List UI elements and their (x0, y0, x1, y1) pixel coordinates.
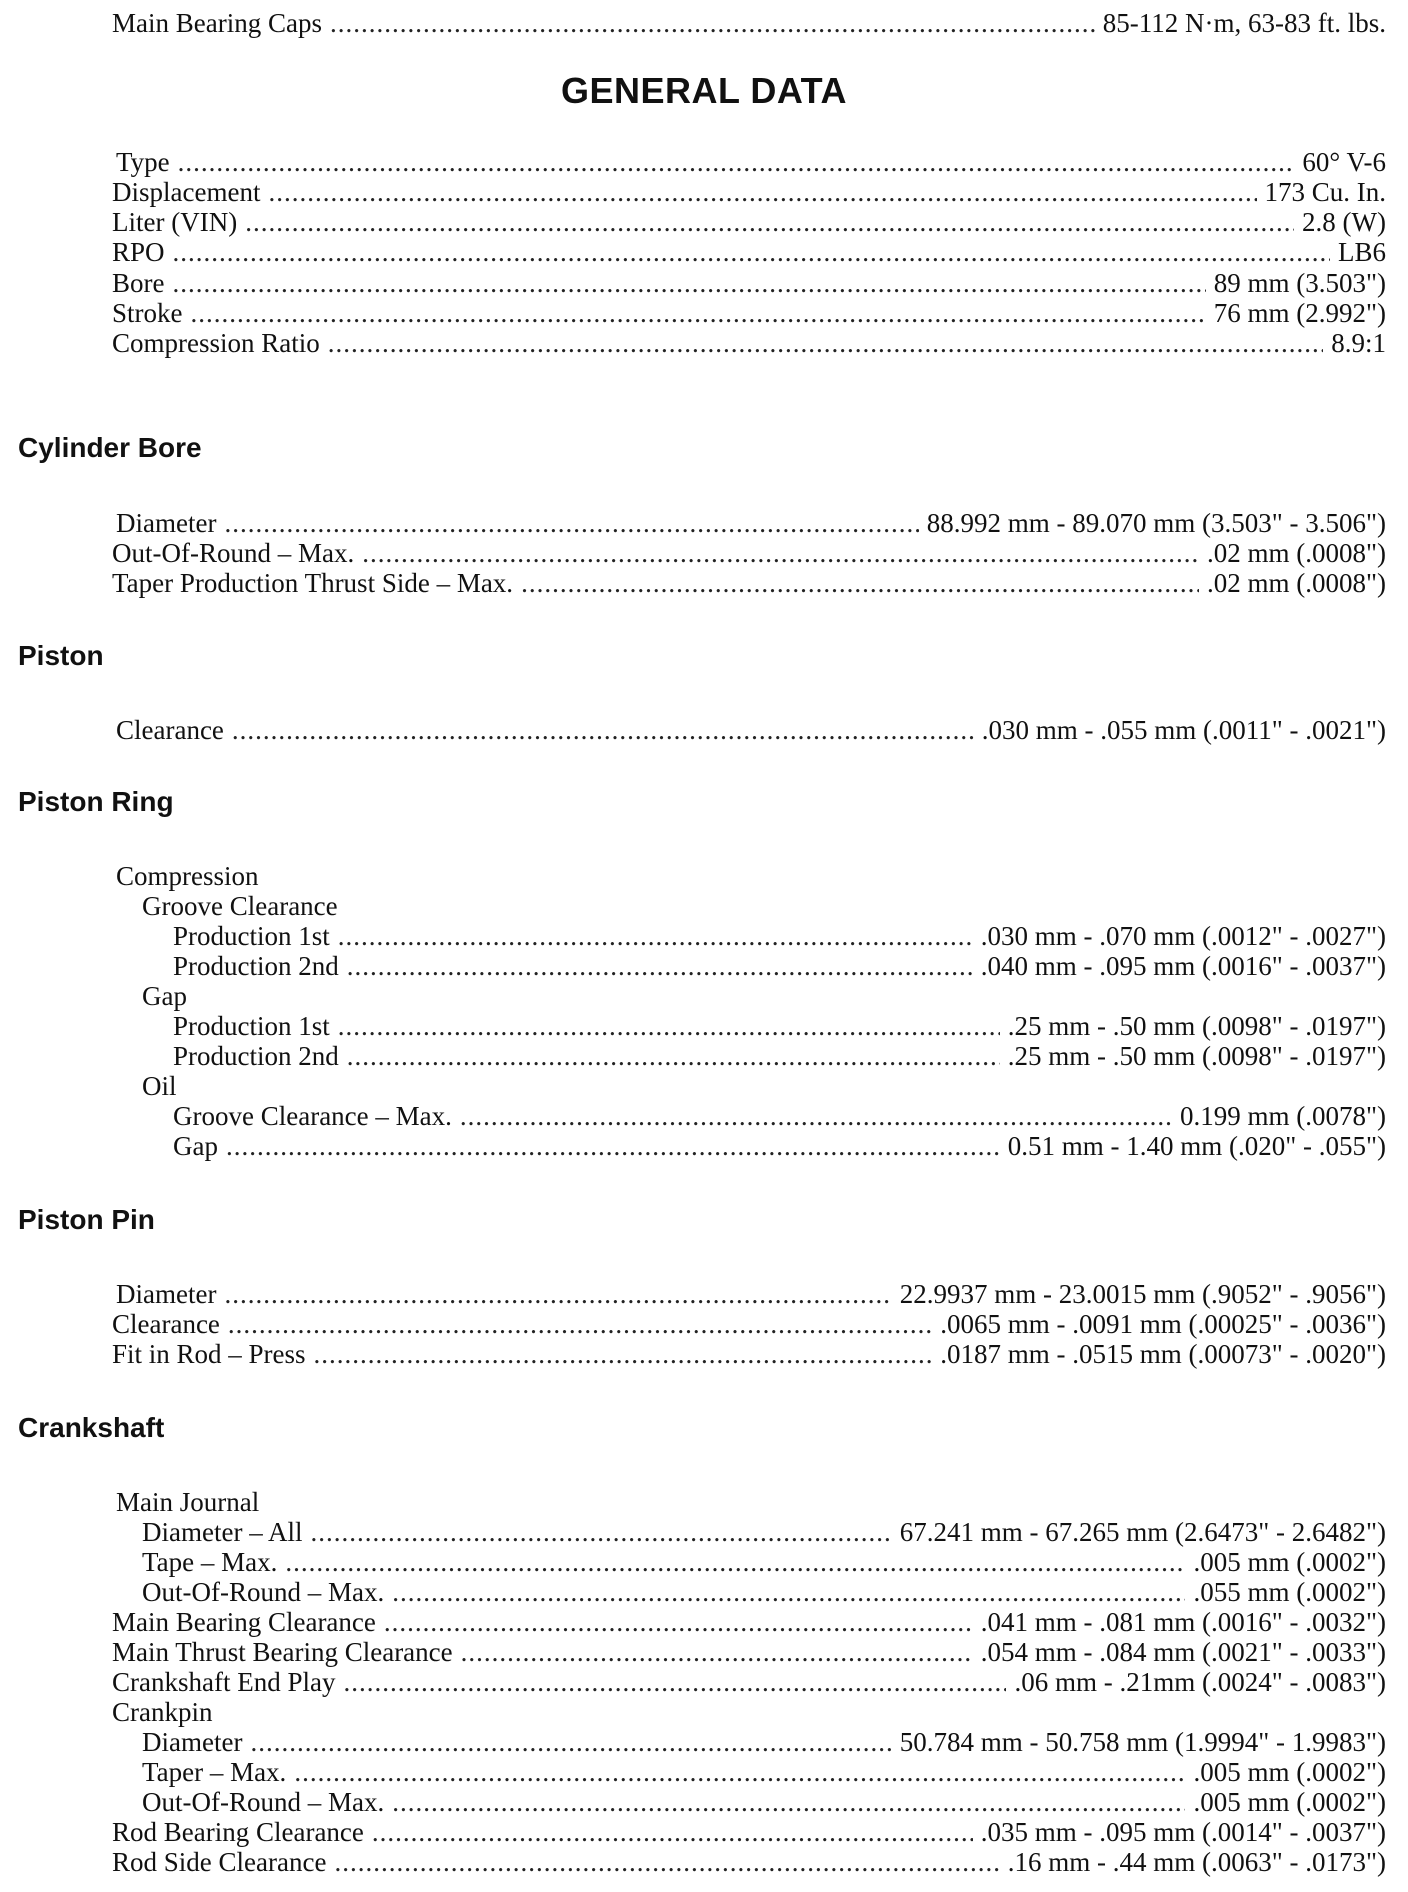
dot-leader (228, 1309, 932, 1339)
spec-row (112, 538, 1386, 568)
spec-label: RPO (112, 237, 165, 267)
section-heading-piston-pin: Piston Pin (18, 1204, 155, 1235)
spec-label: Diameter – All (142, 1517, 303, 1547)
spec-label: Fit in Rod – Press (112, 1339, 306, 1369)
dot-leader (294, 1757, 1185, 1787)
dot-leader (347, 1041, 1000, 1071)
spec-row-compression-ratio (112, 328, 1386, 358)
dot-leader (224, 1279, 891, 1309)
dot-leader (191, 298, 1206, 328)
spec-label: Main Thrust Bearing Clearance (112, 1637, 453, 1667)
spec-value: .055 mm (.0002") (1193, 1577, 1386, 1607)
page-title: GENERAL DATA (560, 70, 847, 111)
dot-leader (224, 508, 918, 538)
spec-row (112, 1309, 1386, 1339)
spec-row (173, 1131, 1386, 1161)
spec-label: Taper Production Thrust Side – Max. (112, 568, 514, 598)
spec-row-stroke (112, 298, 1386, 328)
spec-row (112, 1637, 1386, 1667)
dot-leader (384, 1607, 973, 1637)
dot-leader (334, 1847, 999, 1877)
dot-leader (310, 1517, 891, 1547)
dot-leader (461, 1637, 973, 1667)
dot-leader (245, 207, 1294, 237)
spec-label: Tape – Max. (142, 1547, 278, 1577)
spec-label: Main Journal (116, 1487, 260, 1517)
spec-subheading (142, 891, 1386, 921)
spec-value: .16 mm - .44 mm (.0063" - .0173") (1007, 1847, 1386, 1877)
spec-value: .0187 mm - .0515 mm (.00073" - .0020") (940, 1339, 1386, 1369)
spec-label: Out-Of-Round – Max. (142, 1787, 385, 1817)
spec-value: .0065 mm - .0091 mm (.00025" - .0036") (940, 1309, 1386, 1339)
dot-leader (330, 8, 1095, 38)
spec-value: 8.9:1 (1331, 328, 1386, 358)
spec-value: .25 mm - .50 mm (.0098" - .0197") (1007, 1041, 1386, 1071)
spec-row (112, 1667, 1386, 1697)
dot-leader (285, 1547, 1185, 1577)
spec-value: 60° V-6 (1302, 147, 1386, 177)
spec-value: .005 mm (.0002") (1193, 1547, 1386, 1577)
spec-label: Out-Of-Round – Max. (112, 538, 355, 568)
spec-label: Type (116, 147, 170, 177)
spec-row (142, 1787, 1386, 1817)
spec-row (116, 508, 1386, 538)
dot-leader (521, 568, 1199, 598)
spec-row (142, 1757, 1386, 1787)
spec-value: .005 mm (.0002") (1193, 1757, 1386, 1787)
spec-value: .040 mm - .095 mm (.0016" - .0037") (980, 951, 1386, 981)
spec-label: Bore (112, 268, 165, 298)
spec-row-displacement (112, 177, 1386, 207)
spec-value: .041 mm - .081 mm (.0016" - .0032") (980, 1607, 1386, 1637)
spec-value: 50.784 mm - 50.758 mm (1.9994" - 1.9983") (899, 1727, 1386, 1757)
spec-label: Compression (116, 861, 259, 891)
spec-value: 22.9937 mm - 23.0015 mm (.9052" - .9056") (899, 1279, 1386, 1309)
spec-value: .06 mm - .21mm (.0024" - .0083") (1014, 1667, 1386, 1697)
spec-value: 0.51 mm - 1.40 mm (.020" - .055") (1007, 1131, 1386, 1161)
spec-label: Out-Of-Round – Max. (142, 1577, 385, 1607)
spec-row (173, 1101, 1386, 1131)
dot-leader (232, 715, 974, 745)
spec-value: LB6 (1337, 237, 1386, 267)
dot-leader (347, 951, 973, 981)
spec-value: 85-112 N·m, 63-83 ft. lbs. (1102, 8, 1386, 38)
spec-value: .030 mm - .070 mm (.0012" - .0027") (980, 921, 1386, 951)
spec-label: Rod Side Clearance (112, 1847, 327, 1877)
spec-label: Compression Ratio (112, 328, 320, 358)
spec-row (173, 1011, 1386, 1041)
spec-row-main-bearing-caps (112, 8, 1386, 38)
spec-subheading (112, 1697, 1386, 1727)
spec-row-liter (112, 207, 1386, 237)
spec-label: Clearance (112, 1309, 220, 1339)
spec-row-type (116, 147, 1386, 177)
spec-label: Displacement (112, 177, 261, 207)
dot-leader (362, 538, 1199, 568)
spec-value: .02 mm (.0008") (1206, 538, 1386, 568)
spec-subheading (142, 1071, 1386, 1101)
spec-label: Groove Clearance – Max. (173, 1101, 452, 1131)
dot-leader (392, 1577, 1185, 1607)
spec-value: 0.199 mm (.0078") (1179, 1101, 1386, 1131)
spec-label: Liter (VIN) (112, 207, 238, 237)
spec-value: .005 mm (.0002") (1193, 1787, 1386, 1817)
spec-value: 89 mm (3.503") (1213, 268, 1386, 298)
dot-leader (178, 147, 1295, 177)
spec-value: .02 mm (.0008") (1206, 568, 1386, 598)
spec-row (173, 951, 1386, 981)
spec-label: Crankshaft End Play (112, 1667, 336, 1697)
spec-subheading (116, 861, 1386, 891)
spec-row (112, 1339, 1386, 1369)
dot-leader (338, 921, 973, 951)
spec-label: Clearance (116, 715, 224, 745)
spec-label: Diameter (116, 1279, 217, 1309)
dot-leader (392, 1787, 1185, 1817)
spec-label: Production 1st (173, 921, 330, 951)
spec-value: 67.241 mm - 67.265 mm (2.6473" - 2.6482") (899, 1517, 1386, 1547)
spec-label: Taper – Max. (142, 1757, 287, 1787)
spec-value: 173 Cu. In. (1264, 177, 1386, 207)
spec-row (142, 1517, 1386, 1547)
spec-row (142, 1547, 1386, 1577)
spec-value: 88.992 mm - 89.070 mm (3.503" - 3.506") (926, 508, 1386, 538)
spec-label: Gap (142, 981, 187, 1011)
spec-row (173, 921, 1386, 951)
spec-label: Stroke (112, 298, 183, 328)
spec-value: 2.8 (W) (1302, 207, 1386, 237)
dot-leader (343, 1667, 1006, 1697)
spec-row (112, 1817, 1386, 1847)
section-heading-piston: Piston (18, 640, 104, 671)
dot-leader (250, 1727, 891, 1757)
spec-label: Rod Bearing Clearance (112, 1817, 364, 1847)
spec-label: Diameter (142, 1727, 243, 1757)
dot-leader (314, 1339, 933, 1369)
spec-subheading (142, 981, 1386, 1011)
spec-label: Main Bearing Clearance (112, 1607, 376, 1637)
spec-label: Production 2nd (173, 951, 339, 981)
spec-label: Groove Clearance (142, 891, 338, 921)
dot-leader (226, 1131, 1000, 1161)
spec-value: .054 mm - .084 mm (.0021" - .0033") (980, 1637, 1386, 1667)
spec-label: Production 1st (173, 1011, 330, 1041)
dot-leader (173, 237, 1330, 267)
spec-value: .25 mm - .50 mm (.0098" - .0197") (1007, 1011, 1386, 1041)
spec-label: Diameter (116, 508, 217, 538)
spec-label: Production 2nd (173, 1041, 339, 1071)
spec-row (173, 1041, 1386, 1071)
section-heading-piston-ring: Piston Ring (18, 786, 174, 817)
spec-row-bore (112, 268, 1386, 298)
spec-row (112, 568, 1386, 598)
dot-leader (460, 1101, 1172, 1131)
spec-row (142, 1577, 1386, 1607)
spec-label: Oil (142, 1071, 177, 1101)
dot-leader (328, 328, 1323, 358)
dot-leader (338, 1011, 1000, 1041)
section-heading-cylinder-bore: Cylinder Bore (18, 432, 202, 463)
spec-row (112, 1607, 1386, 1637)
spec-row (116, 1279, 1386, 1309)
section-heading-crankshaft: Crankshaft (18, 1412, 165, 1443)
spec-value: 76 mm (2.992") (1213, 298, 1386, 328)
dot-leader (268, 177, 1256, 207)
dot-leader (372, 1817, 973, 1847)
dot-leader (172, 268, 1205, 298)
spec-value: .030 mm - .055 mm (.0011" - .0021") (981, 715, 1386, 745)
spec-label: Main Bearing Caps (112, 8, 322, 38)
spec-subheading (116, 1487, 1386, 1517)
spec-value: .035 mm - .095 mm (.0014" - .0037") (980, 1817, 1386, 1847)
spec-label: Crankpin (112, 1697, 213, 1727)
spec-row-rpo (112, 237, 1386, 267)
spec-row (116, 715, 1386, 745)
spec-row (112, 1847, 1386, 1877)
spec-label: Gap (173, 1131, 218, 1161)
spec-row (142, 1727, 1386, 1757)
